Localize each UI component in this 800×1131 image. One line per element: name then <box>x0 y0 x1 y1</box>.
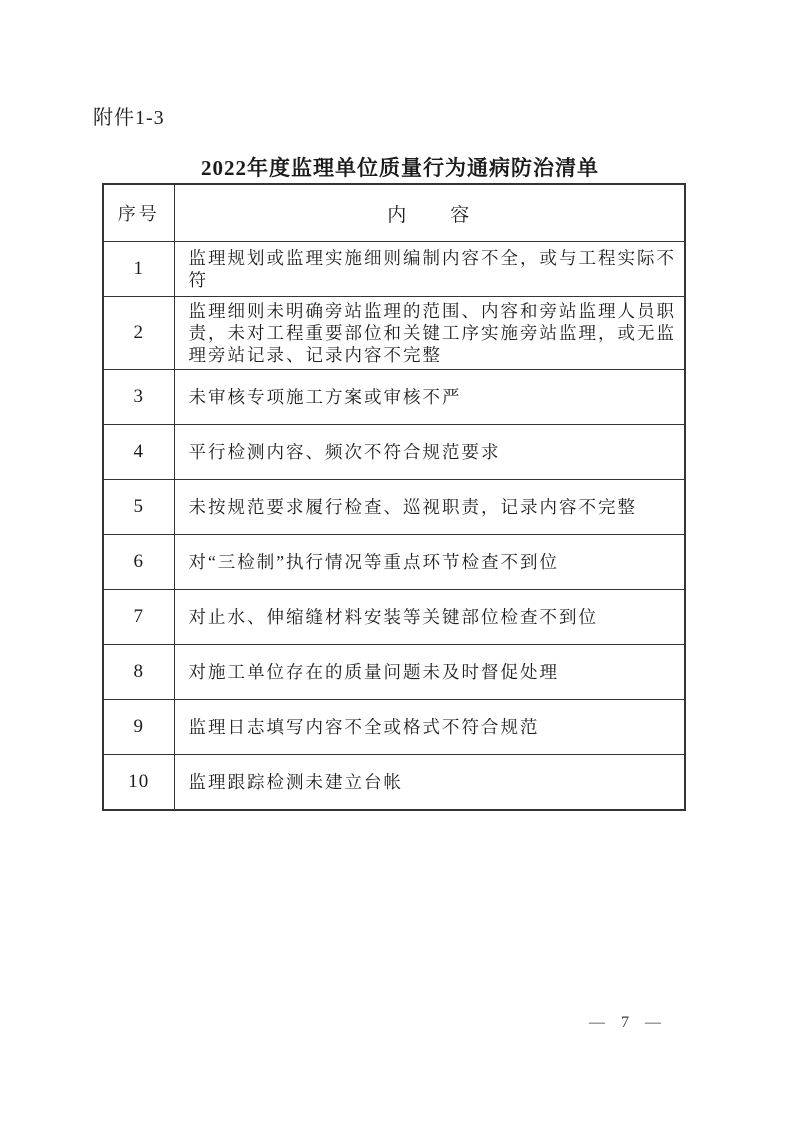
row-content: 未按规范要求履行检查、巡视职责，记录内容不完整 <box>174 480 685 535</box>
document-title: 2022年度监理单位质量行为通病防治清单 <box>201 156 599 180</box>
table-row <box>103 425 685 480</box>
page-number: — 7 — <box>589 1014 662 1031</box>
table-row <box>103 480 685 535</box>
row-content: 对“三检制”执行情况等重点环节检查不到位 <box>174 535 685 590</box>
row-index: 5 <box>103 480 174 535</box>
table-row <box>103 535 685 590</box>
row-index: 7 <box>103 590 174 645</box>
table-row <box>103 370 685 425</box>
row-content: 监理日志填写内容不全或格式不符合规范 <box>174 700 685 755</box>
table-row <box>103 590 685 645</box>
table-row <box>103 242 685 297</box>
row-index: 4 <box>103 425 174 480</box>
table-row <box>103 297 685 370</box>
row-index: 6 <box>103 535 174 590</box>
row-index: 2 <box>103 297 174 370</box>
row-index: 9 <box>103 700 174 755</box>
row-content: 未审核专项施工方案或审核不严 <box>174 370 685 425</box>
table-row <box>103 645 685 700</box>
column-header-content: 内 容 <box>174 184 685 242</box>
row-content: 对施工单位存在的质量问题未及时督促处理 <box>174 645 685 700</box>
row-index: 10 <box>103 755 174 810</box>
row-content: 对止水、伸缩缝材料安装等关键部位检查不到位 <box>174 590 685 645</box>
checklist-table <box>102 183 686 811</box>
table-header-row <box>103 184 685 242</box>
table-row <box>103 700 685 755</box>
column-header-index: 序号 <box>103 184 174 242</box>
attachment-label: 附件1-3 <box>93 107 165 129</box>
row-index: 1 <box>103 242 174 297</box>
row-content: 监理跟踪检测未建立台帐 <box>174 755 685 810</box>
row-index: 8 <box>103 645 174 700</box>
row-index: 3 <box>103 370 174 425</box>
row-content: 监理规划或监理实施细则编制内容不全，或与工程实际不符 <box>174 242 685 297</box>
row-content: 平行检测内容、频次不符合规范要求 <box>174 425 685 480</box>
row-content: 监理细则未明确旁站监理的范围、内容和旁站监理人员职责，未对工程重要部位和关键工序实施旁站监理，或无监理旁站记录、记录内容不完整 <box>174 297 685 370</box>
table-row <box>103 755 685 810</box>
